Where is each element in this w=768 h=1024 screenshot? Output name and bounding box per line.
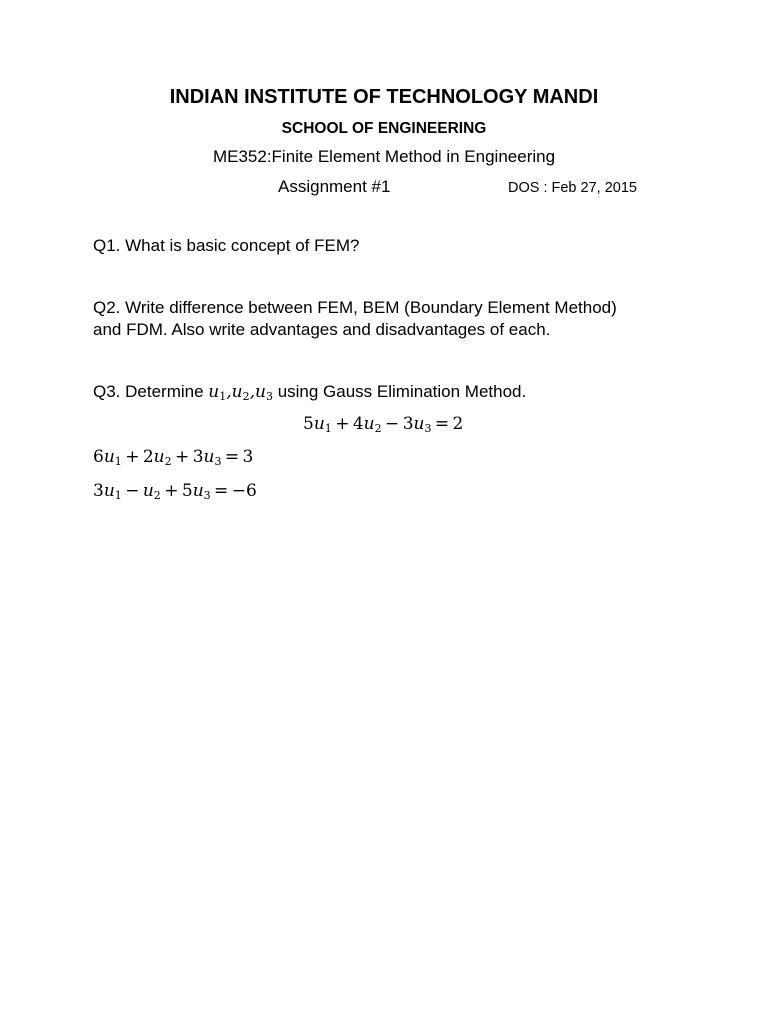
equation-1: $5u_1 + 4u_2 - 3u_3 = 2$ [303, 414, 464, 435]
equation-2: $6u_1 + 2u_2 + 3u_3 = 3$ [93, 447, 254, 468]
question-2 [93, 297, 617, 341]
variable-u2: $u_2$ [231, 382, 250, 403]
course-title: ME352:Finite Element Method in Engineering [212, 147, 556, 166]
variable-u1: $u_1$ [208, 382, 227, 403]
question-3-prefix: Q3. Determine [93, 382, 204, 401]
question-3 [93, 381, 526, 403]
question-2-line-1: Q2. Write difference between FEM, BEM (Boundary Element Method) [93, 298, 617, 317]
date-of-submission: DOS : Feb 27, 2015 [508, 180, 637, 196]
question-1: Q1. What is basic concept of FEM? [93, 236, 360, 255]
question-2-line-2: and FDM. Also write advantages and disadvantages of each. [93, 320, 551, 339]
institute-title: INDIAN INSTITUTE OF TECHNOLOGY MANDI [169, 86, 599, 108]
assignment-number: Assignment #1 [278, 177, 391, 196]
school-name: SCHOOL OF ENGINEERING [281, 120, 487, 137]
question-3-suffix: using Gauss Elimination Method. [277, 382, 527, 401]
variable-u3: $u_3$ [255, 382, 273, 403]
equation-3: $3u_1 - u_2 + 5u_3 = -6$ [93, 481, 257, 502]
question-3-variables: $u_1,u_2,u_3$ [208, 382, 273, 403]
